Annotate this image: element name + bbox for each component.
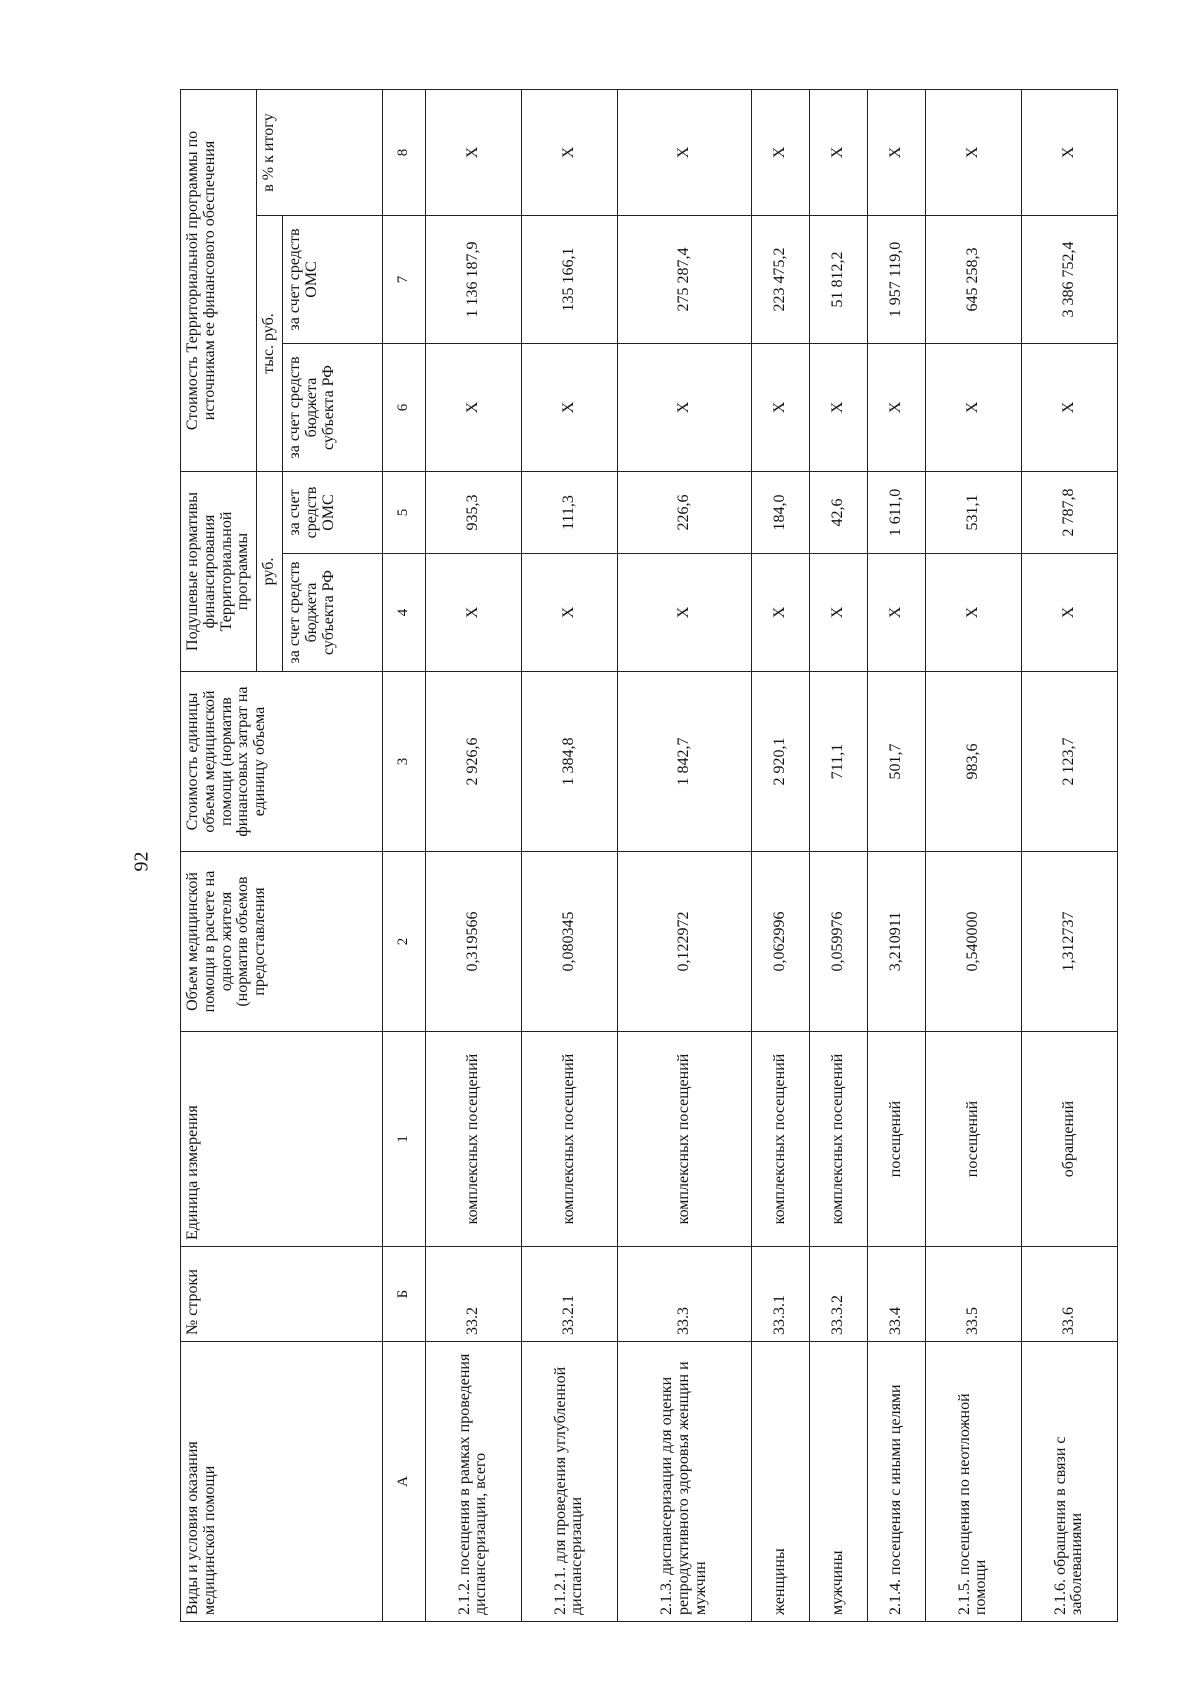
header-pc-oms: за счет средств ОМС bbox=[282, 472, 382, 554]
financing-table bbox=[180, 89, 1118, 1622]
row-percent: X bbox=[926, 89, 1022, 215]
row-unit: посещений bbox=[926, 1032, 1022, 1247]
header-percent: в % к итогу bbox=[257, 89, 383, 215]
row-code: 33.2 bbox=[425, 1247, 521, 1342]
row-code: 33.3.2 bbox=[809, 1247, 867, 1342]
table-row bbox=[521, 89, 617, 1621]
header-pc-budget: за счет средств бюджета субъекта РФ bbox=[282, 554, 382, 672]
table-row bbox=[751, 89, 809, 1621]
table-row bbox=[867, 89, 925, 1621]
row-unit-cost: 1 384,8 bbox=[521, 672, 617, 852]
row-total-oms: 275 287,4 bbox=[617, 216, 751, 344]
row-unit-cost: 1 842,7 bbox=[617, 672, 751, 852]
row-percent: X bbox=[425, 89, 521, 215]
row-unit-cost: 983,6 bbox=[926, 672, 1022, 852]
row-pc-oms: 42,6 bbox=[809, 472, 867, 554]
row-total-oms: 135 166,1 bbox=[521, 216, 617, 344]
header-per-capita-group: Подушевые нормативы финансирования Территориальной программы bbox=[181, 472, 257, 672]
table-row bbox=[926, 89, 1022, 1621]
row-total-budget: X bbox=[521, 344, 617, 472]
row-unit: обращений bbox=[1021, 1032, 1117, 1247]
row-code: 33.5 bbox=[926, 1247, 1022, 1342]
column-number: Б bbox=[382, 1247, 425, 1342]
row-pc-budget: X bbox=[809, 554, 867, 672]
row-unit: комплексных посещений bbox=[425, 1032, 521, 1247]
row-total-oms: 1 136 187,9 bbox=[425, 216, 521, 344]
row-pc-budget: X bbox=[521, 554, 617, 672]
column-number: 4 bbox=[382, 554, 425, 672]
row-volume: 0,059976 bbox=[809, 852, 867, 1032]
row-unit: посещений bbox=[867, 1032, 925, 1247]
row-total-budget: X bbox=[617, 344, 751, 472]
rotated-table-frame bbox=[180, 90, 1118, 1622]
row-pc-oms: 1 611,0 bbox=[867, 472, 925, 554]
row-total-budget: X bbox=[1021, 344, 1117, 472]
row-percent: X bbox=[1021, 89, 1117, 215]
row-unit: комплексных посещений bbox=[521, 1032, 617, 1247]
row-code: 33.6 bbox=[1021, 1247, 1117, 1342]
row-percent: X bbox=[521, 89, 617, 215]
row-volume: 0,062996 bbox=[751, 852, 809, 1032]
row-percent: X bbox=[617, 89, 751, 215]
row-pc-budget: X bbox=[926, 554, 1022, 672]
row-volume: 0,080345 bbox=[521, 852, 617, 1032]
row-code: 33.3 bbox=[617, 1247, 751, 1342]
page-number: 92 bbox=[130, 851, 153, 872]
row-code: 33.2.1 bbox=[521, 1247, 617, 1342]
table-container bbox=[180, 90, 1118, 1622]
row-unit: комплексных посещений bbox=[809, 1032, 867, 1247]
column-number: 2 bbox=[382, 852, 425, 1032]
column-number: 1 bbox=[382, 1032, 425, 1247]
row-total-budget: X bbox=[425, 344, 521, 472]
row-total-oms: 645 258,3 bbox=[926, 216, 1022, 344]
header-types-conditions: Виды и условия оказания медицинской помощи bbox=[181, 1342, 383, 1622]
row-unit: комплексных посещений bbox=[617, 1032, 751, 1247]
row-name: 2.1.2. посещения в рамках проведения диспансеризации, всего bbox=[425, 1342, 521, 1622]
header-unit-cost: Стоимость единицы объема медицинской помощи (норматив финансовых затрат на единицу объема bbox=[181, 672, 383, 852]
row-total-oms: 51 812,2 bbox=[809, 216, 867, 344]
row-total-budget: X bbox=[751, 344, 809, 472]
row-volume: 1,312737 bbox=[1021, 852, 1117, 1032]
row-total-oms: 1 957 119,0 bbox=[867, 216, 925, 344]
row-unit-cost: 711,1 bbox=[809, 672, 867, 852]
column-number: 3 bbox=[382, 672, 425, 852]
row-pc-oms: 184,0 bbox=[751, 472, 809, 554]
column-number: А bbox=[382, 1342, 425, 1622]
row-unit-cost: 501,7 bbox=[867, 672, 925, 852]
row-unit-cost: 2 926,6 bbox=[425, 672, 521, 852]
row-unit-cost: 2 920,1 bbox=[751, 672, 809, 852]
header-unit: Единица измерения bbox=[181, 1032, 383, 1247]
column-number: 8 bbox=[382, 89, 425, 215]
column-number: 5 bbox=[382, 472, 425, 554]
row-pc-oms: 935,3 bbox=[425, 472, 521, 554]
row-total-oms: 223 475,2 bbox=[751, 216, 809, 344]
column-number: 7 bbox=[382, 216, 425, 344]
row-volume: 0,540000 bbox=[926, 852, 1022, 1032]
row-name: 2.1.2.1. для проведения углубленной диспансеризации bbox=[521, 1342, 617, 1622]
row-name: 2.1.5. посещения по неотложной помощи bbox=[926, 1342, 1022, 1622]
row-pc-oms: 111,3 bbox=[521, 472, 617, 554]
table-row bbox=[425, 89, 521, 1621]
header-program-cost-group: Стоимость Территориальной программы по источникам ее финансового обеспечения bbox=[181, 89, 257, 471]
table-row bbox=[809, 89, 867, 1621]
row-pc-oms: 531,1 bbox=[926, 472, 1022, 554]
row-total-oms: 3 386 752,4 bbox=[1021, 216, 1117, 344]
header-thousand-rub: тыс. руб. bbox=[257, 216, 283, 472]
row-total-budget: X bbox=[809, 344, 867, 472]
row-percent: X bbox=[751, 89, 809, 215]
row-name: женщины bbox=[751, 1342, 809, 1622]
row-code: 33.3.1 bbox=[751, 1247, 809, 1342]
row-unit: комплексных посещений bbox=[751, 1032, 809, 1247]
row-volume: 0,319566 bbox=[425, 852, 521, 1032]
row-percent: X bbox=[809, 89, 867, 215]
row-name: 2.1.6. обращения в связи с заболеваниями bbox=[1021, 1342, 1117, 1622]
column-number: 6 bbox=[382, 344, 425, 472]
row-pc-budget: X bbox=[425, 554, 521, 672]
table-body bbox=[425, 89, 1117, 1621]
row-pc-budget: X bbox=[1021, 554, 1117, 672]
table-row bbox=[617, 89, 751, 1621]
row-percent: X bbox=[867, 89, 925, 215]
row-code: 33.4 bbox=[867, 1247, 925, 1342]
header-row-number: № строки bbox=[181, 1247, 383, 1342]
row-name: мужчины bbox=[809, 1342, 867, 1622]
row-name: 2.1.3. диспансеризации для оценки репродуктивного здоровья женщин и мужчин bbox=[617, 1342, 751, 1622]
row-volume: 0,122972 bbox=[617, 852, 751, 1032]
row-pc-oms: 226,6 bbox=[617, 472, 751, 554]
header-volume: Объем медицинской помощи в расчете на одного жителя (норматив объемов предоставления bbox=[181, 852, 383, 1032]
header-total-budget: за счет средств бюджета субъекта РФ bbox=[282, 344, 382, 472]
row-unit-cost: 2 123,7 bbox=[1021, 672, 1117, 852]
header-total-oms: за счет средств ОМС bbox=[282, 216, 382, 344]
row-pc-budget: X bbox=[751, 554, 809, 672]
header-rub: руб. bbox=[257, 472, 283, 672]
row-name: 2.1.4. посещения с иными целями bbox=[867, 1342, 925, 1622]
row-total-budget: X bbox=[867, 344, 925, 472]
table-row bbox=[1021, 89, 1117, 1621]
row-volume: 3,210911 bbox=[867, 852, 925, 1032]
row-pc-budget: X bbox=[867, 554, 925, 672]
row-pc-oms: 2 787,8 bbox=[1021, 472, 1117, 554]
row-total-budget: X bbox=[926, 344, 1022, 472]
row-pc-budget: X bbox=[617, 554, 751, 672]
